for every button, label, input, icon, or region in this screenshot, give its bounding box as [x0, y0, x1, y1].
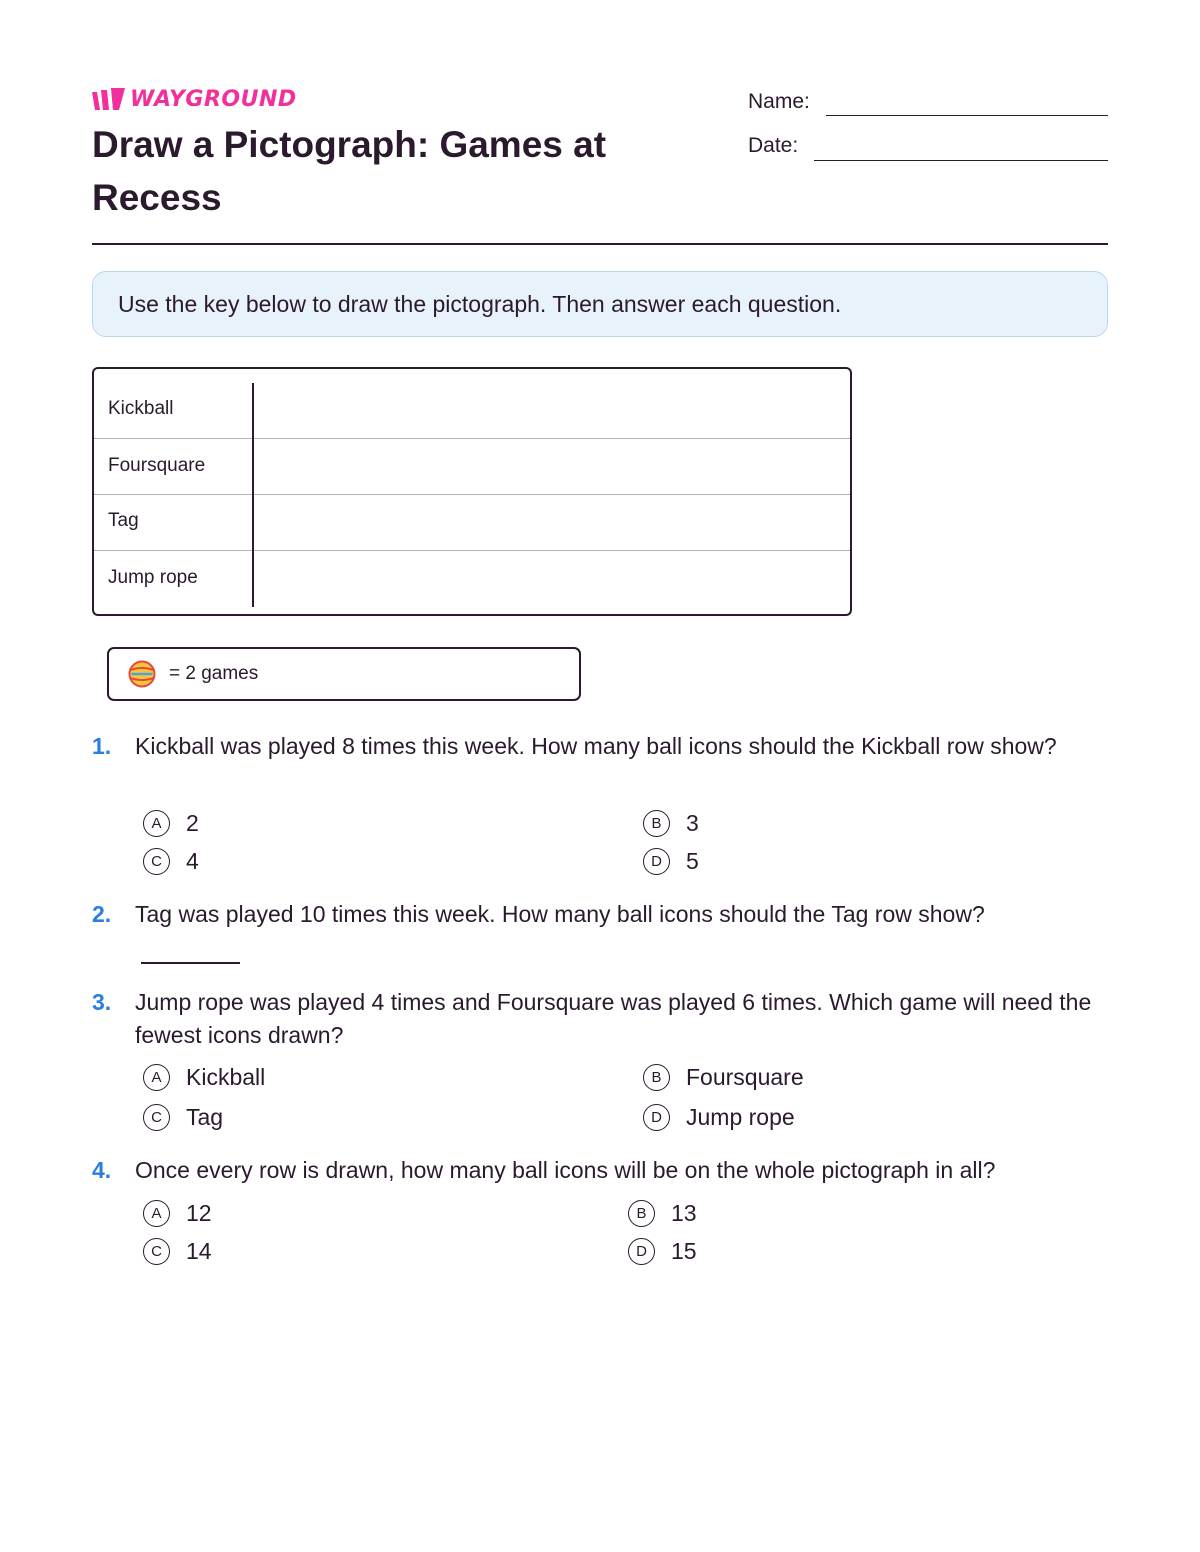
choice-text: Tag: [186, 1103, 224, 1130]
row-label-kickball: Kickball: [108, 398, 174, 419]
answer-bubble[interactable]: A: [143, 1200, 170, 1227]
date-label: Date:: [748, 134, 799, 157]
question-text: Kickball was played 8 times this week. How many ball icons should the Kickball row show?: [135, 733, 1057, 759]
header-divider: [92, 243, 1108, 245]
choice-1d[interactable]: [643, 845, 699, 877]
icon-area-foursquare[interactable]: [254, 439, 850, 494]
choice-text: 2: [186, 809, 199, 836]
choice-3a[interactable]: [143, 1061, 265, 1093]
answer-bubble[interactable]: D: [628, 1238, 655, 1265]
question-text: Jump rope was played 4 times and Foursquare was played 6 times. Which game will need the fewest icons drawn?: [135, 989, 1092, 1048]
choice-text: 12: [186, 1199, 212, 1226]
brand-name: WAYGROUND: [130, 87, 297, 112]
choice-1b[interactable]: [643, 807, 699, 839]
answer-bubble[interactable]: A: [143, 1064, 170, 1091]
answer-blank[interactable]: [141, 962, 240, 964]
answer-bubble[interactable]: C: [143, 1238, 170, 1265]
choice-3d[interactable]: [643, 1101, 795, 1133]
choice-4c[interactable]: [143, 1235, 212, 1267]
choice-4d[interactable]: [628, 1235, 697, 1267]
choice-text: 13: [671, 1199, 697, 1226]
pictograph-row-kickball: [94, 369, 850, 439]
icon-area-jump-rope[interactable]: [254, 551, 850, 613]
question-number: 1.: [92, 733, 112, 759]
choice-4b[interactable]: [628, 1197, 697, 1229]
date-field[interactable]: [814, 160, 1108, 161]
pictograph-key: [107, 647, 581, 701]
choice-text: 14: [186, 1237, 212, 1264]
answer-bubble[interactable]: B: [643, 810, 670, 837]
choice-text: 4: [186, 847, 199, 874]
answer-bubble[interactable]: C: [143, 1104, 170, 1131]
row-label-jump-rope: Jump rope: [108, 567, 198, 588]
choice-text: 5: [686, 847, 699, 874]
answer-bubble[interactable]: A: [143, 810, 170, 837]
name-field[interactable]: [826, 115, 1108, 116]
page-title: Draw a Pictograph: Games at Recess: [92, 124, 607, 218]
pictograph-table: [92, 367, 852, 616]
choice-3b[interactable]: [643, 1061, 804, 1093]
name-label: Name:: [748, 90, 810, 113]
choice-text: Foursquare: [686, 1063, 804, 1090]
question-text: Tag was played 10 times this week. How many ball icons should the Tag row show?: [135, 901, 985, 927]
choice-text: Kickball: [186, 1063, 266, 1090]
label-divider: [252, 383, 254, 607]
pictograph-row-foursquare: [94, 439, 850, 495]
question-number: 2.: [92, 901, 112, 927]
question-text: Once every row is drawn, how many ball icons will be on the whole pictograph in all?: [135, 1157, 996, 1183]
answer-bubble[interactable]: C: [143, 848, 170, 875]
choice-3c[interactable]: [143, 1101, 223, 1133]
answer-bubble[interactable]: D: [643, 1104, 670, 1131]
choice-1c[interactable]: [143, 845, 199, 877]
answer-bubble[interactable]: D: [643, 848, 670, 875]
icon-area-kickball[interactable]: [254, 369, 850, 438]
pictograph-row-tag: [94, 495, 850, 551]
choice-text: 15: [671, 1237, 697, 1264]
instruction-box: [92, 271, 1108, 337]
pictograph-row-jump-rope: [94, 551, 850, 613]
key-text: = 2 games: [169, 663, 259, 684]
row-label-tag: Tag: [108, 510, 139, 531]
question-number: 4.: [92, 1157, 112, 1183]
choice-1a[interactable]: [143, 807, 199, 839]
icon-area-tag[interactable]: [254, 495, 850, 550]
choice-4a[interactable]: [143, 1197, 212, 1229]
brand-logo: [92, 86, 297, 114]
row-label-foursquare: Foursquare: [108, 455, 206, 476]
answer-bubble[interactable]: B: [643, 1064, 670, 1091]
question-number: 3.: [92, 989, 112, 1015]
choice-text: 3: [686, 809, 699, 836]
ball-icon: [127, 659, 157, 689]
instruction-text: Use the key below to draw the pictograph. Then answer each question.: [118, 290, 842, 317]
choice-text: Jump rope: [686, 1103, 795, 1130]
logo-mark-icon: [92, 88, 126, 112]
answer-bubble[interactable]: B: [628, 1200, 655, 1227]
